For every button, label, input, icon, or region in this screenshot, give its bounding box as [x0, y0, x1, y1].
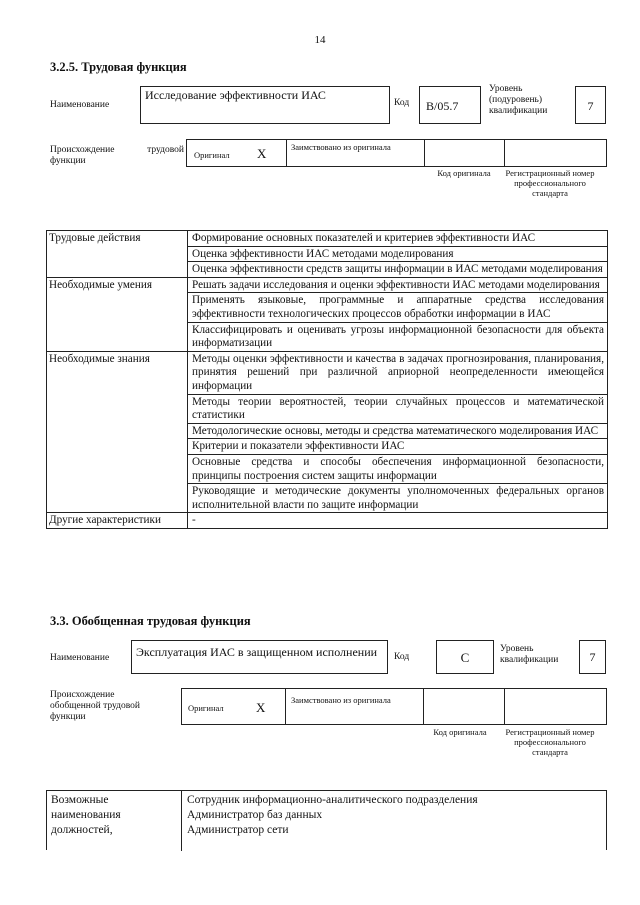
code-original-caption-2: Код оригинала: [433, 727, 487, 737]
original-mark-1: X: [257, 146, 267, 161]
section-heading-2: 3.3. Обобщенная трудовая функция: [50, 614, 251, 628]
table-cell: Основные средства и способы обеспечения информационной безопасности, принципы построения систем защиты информации: [188, 454, 608, 483]
table-cell: Формирование основных показателей и критериев эффективности ИАС: [188, 231, 608, 247]
row-label-labor-actions: Трудовые действия: [47, 231, 188, 278]
origin-label-2-line3: функции: [50, 712, 86, 722]
origin-row-1: [186, 139, 607, 167]
table-cell: Применять языковые, программные и аппаратные средства исследования эффективности технологических процессов обработки информации в ИАС: [188, 293, 608, 322]
origin-label-1-line2: функции: [50, 156, 86, 166]
original-mark-2: X: [256, 700, 266, 715]
table-cell: Решать задачи исследования и оценки эффективности ИАС методами моделирования: [188, 277, 608, 293]
origin-label-2-line2: обобщенной трудовой: [50, 701, 140, 711]
table-cell: Оценка эффективности ИАС методами моделирования: [188, 246, 608, 262]
positions-list: [187, 793, 587, 838]
positions-table: [46, 790, 607, 850]
row-label-required-knowledge: Необходимые знания: [47, 351, 188, 513]
table-cell: Критерии и показатели эффективности ИАС: [188, 439, 608, 455]
original-label-2: Оригинал: [188, 703, 224, 713]
code-label-2: Код: [394, 652, 410, 662]
code-value-box-2: [436, 640, 494, 674]
list-item: Сотрудник информационно-аналитического подразделения: [187, 794, 478, 806]
level-label-1: Уровень (подуровень) квалификации: [489, 84, 548, 116]
table-cell: -: [188, 513, 608, 529]
table-cell: Классифицировать и оценивать угрозы информационной безопасности для объекта информатизации: [188, 322, 608, 351]
code-label-1: Код: [394, 98, 410, 108]
section-heading-1: 3.2.5. Трудовая функция: [50, 60, 187, 74]
table-cell: Методологические основы, методы и средства математического моделирования ИАС: [188, 423, 608, 439]
code-value-1: B/05.7: [426, 99, 459, 113]
level-value-2: 7: [589, 650, 596, 664]
table-cell: Методы теории вероятностей, теории случайных процессов и математической статистики: [188, 394, 608, 423]
positions-label: Возможные наименования должностей,: [51, 794, 121, 836]
table-cell: Оценка эффективности средств защиты информации в ИАС методами моделирования: [188, 262, 608, 278]
table-cell: Методы оценки эффективности и качества в задачах прогнозирования, планирования, принятия решений при различной априорной неопределенности имеющейся информации: [188, 351, 608, 394]
origin-label-1-line1: Происхождение трудовой: [50, 145, 184, 155]
table-cell: Руководящие и методические документы уполномоченных федеральных органов исполнительной власти по защите информации: [188, 484, 608, 513]
borrowed-label-1: Заимствовано из оригинала: [291, 142, 391, 152]
origin-label-2-line1: Происхождение: [50, 690, 115, 700]
origin-row-2: [181, 688, 607, 725]
table-row: [47, 513, 608, 529]
level-value-box-2: [579, 640, 606, 674]
code-original-caption-1: Код оригинала: [437, 168, 491, 178]
borrowed-label-2: Заимствовано из оригинала: [291, 695, 391, 705]
name-value-box-1: [140, 86, 390, 124]
list-item: Администратор сети: [187, 824, 289, 836]
row-label-other: Другие характеристики: [47, 513, 188, 529]
name-label-2: Наименование: [50, 653, 110, 663]
name-value-box-2: [131, 640, 388, 674]
table-row: [47, 351, 608, 394]
name-label-1: Наименование: [50, 100, 110, 110]
table-row: [47, 231, 608, 247]
code-value-2: C: [460, 650, 470, 665]
code-value-box-1: [419, 86, 481, 124]
level-label-2: Уровень квалификации: [500, 644, 559, 665]
function-table-1: [46, 230, 608, 529]
table-row: [47, 277, 608, 293]
reg-number-caption-2: Регистрационный номер профессионального стандарта: [505, 727, 595, 757]
row-label-required-skills: Необходимые умения: [47, 277, 188, 351]
level-value-1: 7: [587, 99, 594, 113]
name-value-1: Исследование эффективности ИАС: [145, 88, 326, 102]
name-value-2: Эксплуатация ИАС в защищенном исполнении: [136, 645, 378, 659]
reg-number-caption-1: Регистрационный номер профессионального стандарта: [505, 168, 595, 198]
list-item: Администратор баз данных: [187, 809, 323, 821]
original-label-1: Оригинал: [194, 150, 230, 160]
level-value-box-1: [575, 86, 606, 124]
page-number: 14: [314, 34, 326, 46]
